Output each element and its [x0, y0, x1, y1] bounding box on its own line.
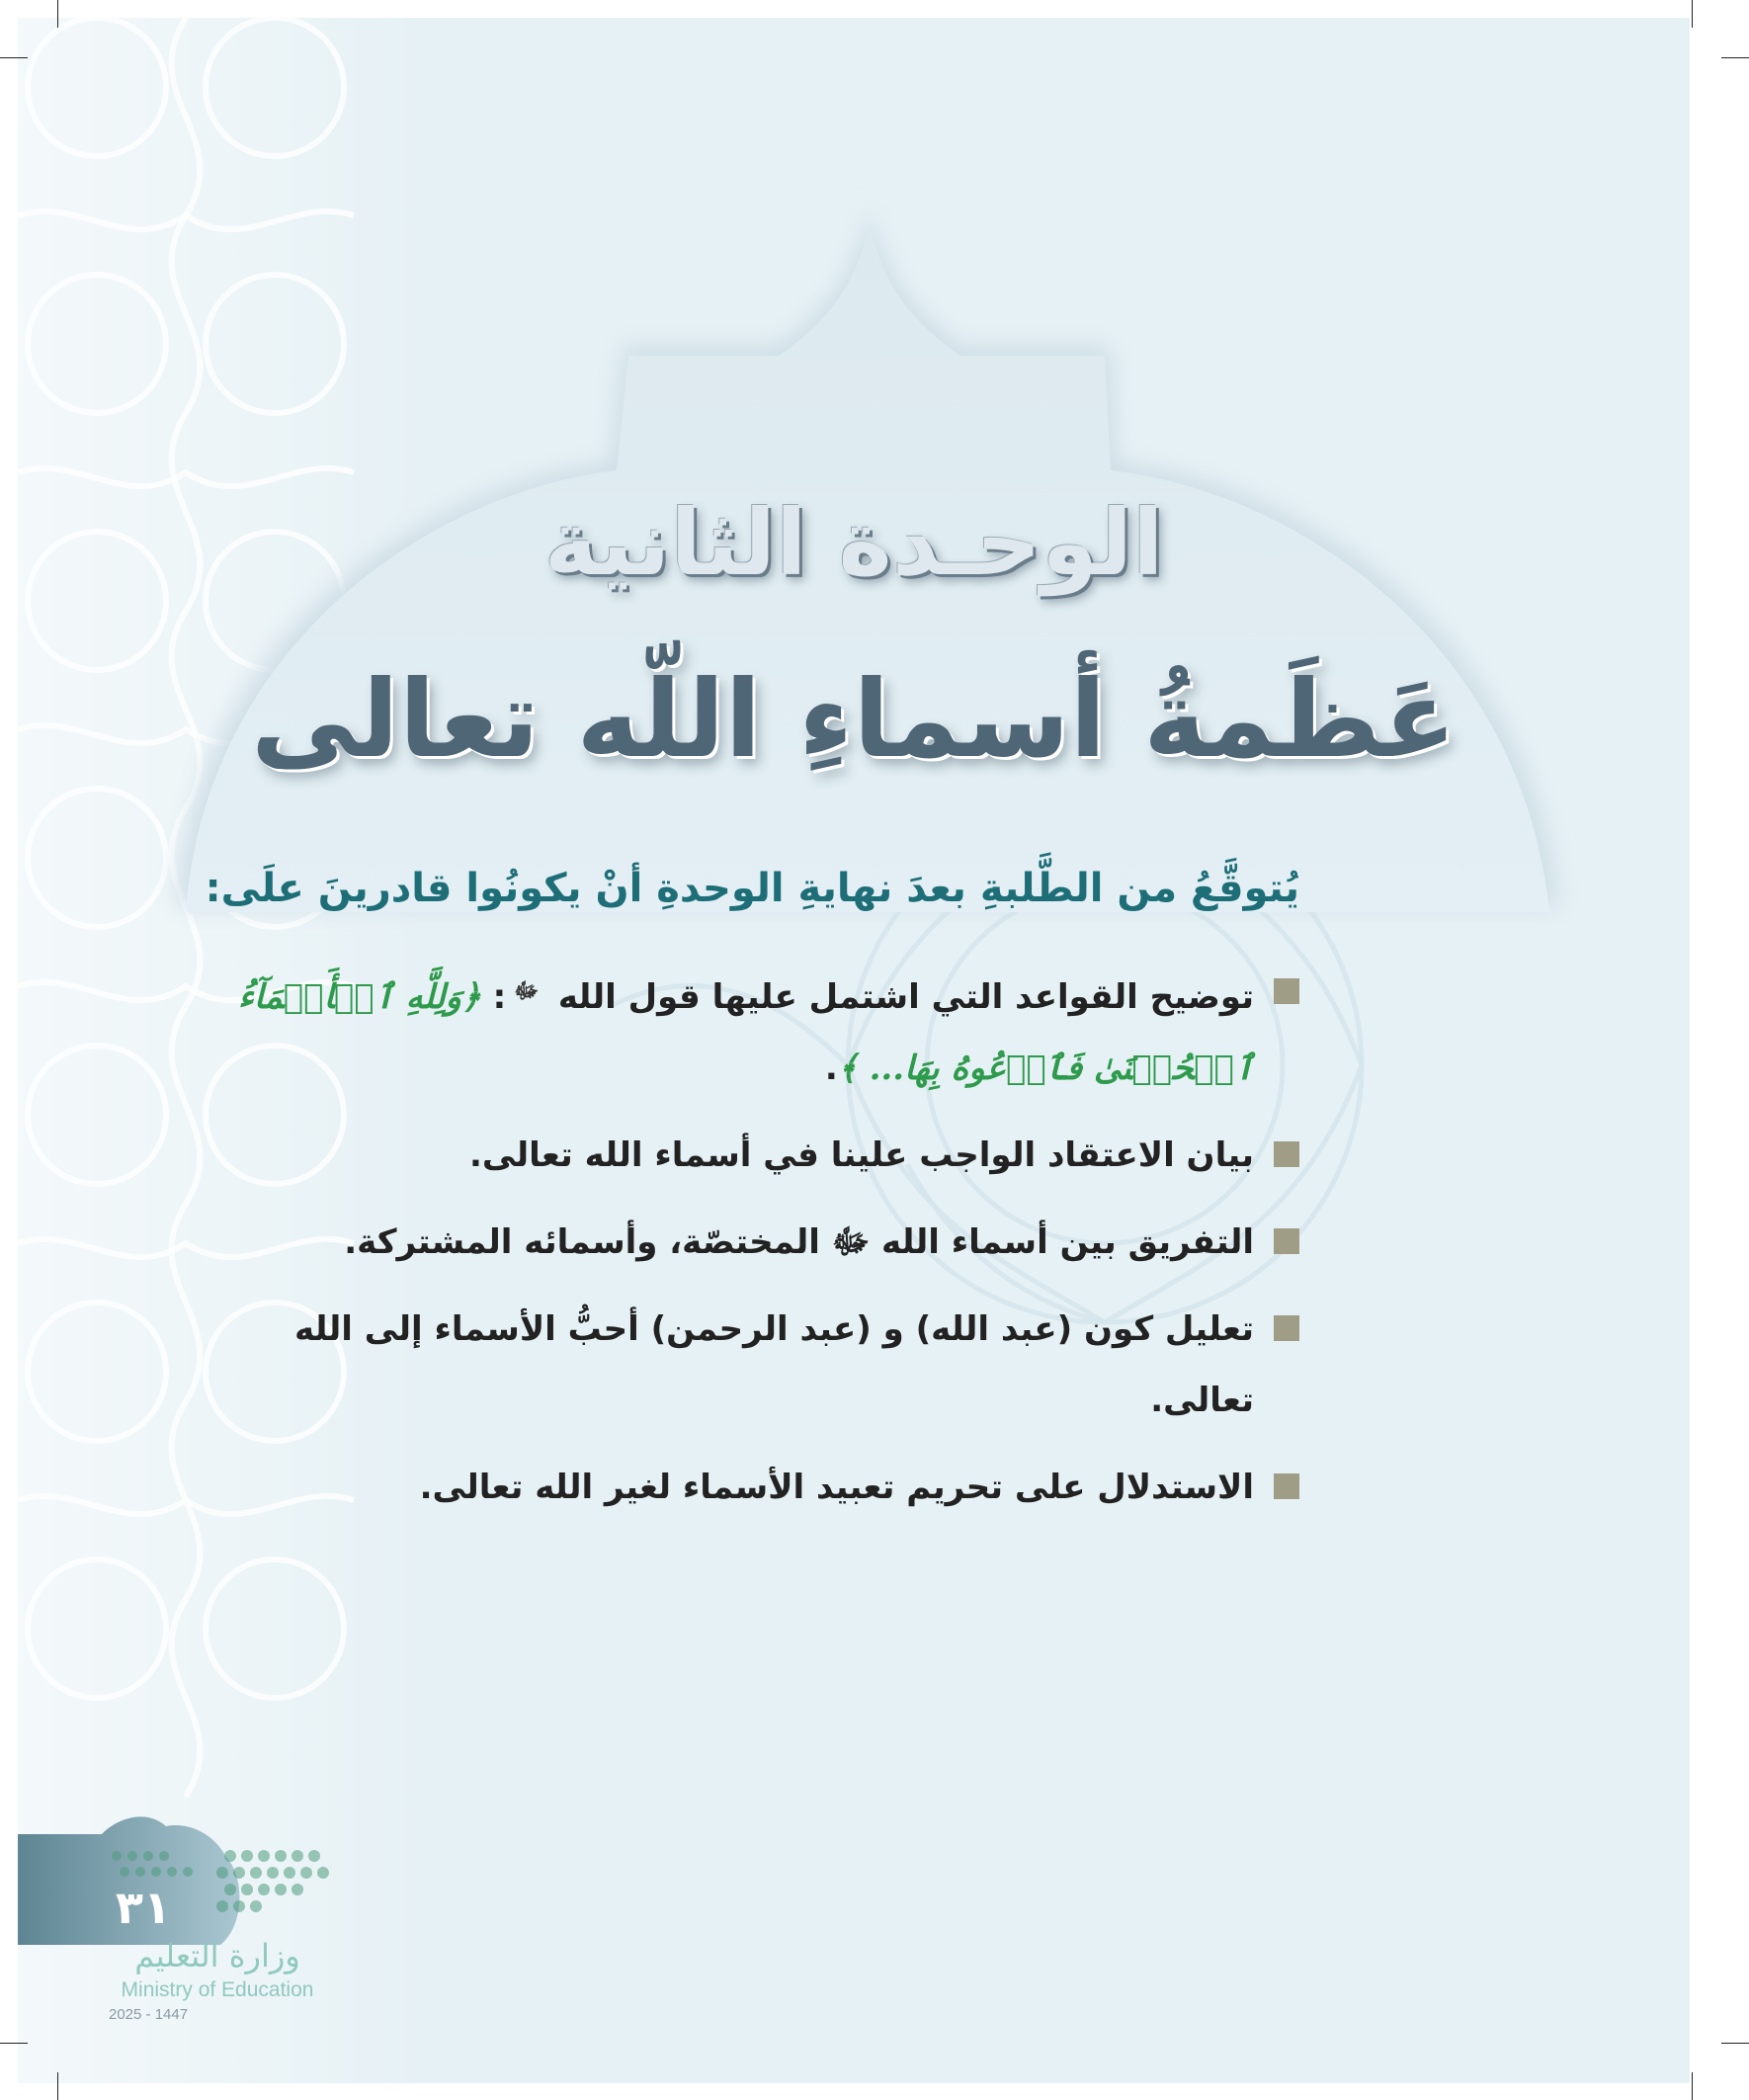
textbook-page: [18, 18, 1690, 2083]
objective-colon: :: [492, 977, 507, 1017]
crop-mark: [1721, 57, 1749, 58]
unit-title: عَظَمةُ أسماءِ اللّه تعالى: [250, 658, 1458, 782]
objective-text: توضيح القواعد التي اشتمل عليها قول الله: [557, 977, 1254, 1017]
ministry-logo-arabic: وزارة التعليم: [134, 1937, 300, 1974]
unit-label: الوحـدة الثانية: [543, 490, 1164, 596]
learning-outcomes-intro: يُتوقَّعُ من الطَّلبةِ بعدَ نهايةِ الوحدةِ أنْ يكونُوا قادرينَ علَى:: [205, 866, 1299, 911]
objective-text: الاستدلال على تحريم تعبيد الأسماء لغير الله تعالى.: [419, 1468, 1254, 1507]
objective-end: .: [824, 1049, 838, 1088]
ministry-logo-english: Ministry of Education: [121, 1978, 314, 2001]
page-number-badge: [18, 18, 1690, 2083]
page-number: ٣١: [115, 1881, 172, 1934]
crop-mark: [1721, 2043, 1749, 2044]
objective-text: بيان الاعتقاد الواجب علينا في أسماء الله تعالى.: [469, 1135, 1254, 1175]
quran-verse: ﴿وَلِلَّهِ ٱلۡأَسۡمَآءُ ٱلۡحُسۡنَىٰ فَٱدۡعُوهُ بِهَا... ﴾: [237, 977, 1254, 1088]
crop-mark: [1692, 0, 1693, 28]
crop-mark: [1692, 2072, 1693, 2100]
crop-mark: [57, 2072, 58, 2100]
honorific: ﷻ: [514, 979, 540, 1004]
objective-text: التفريق بين أسماء الله ﷻ المختصّة، وأسمائه المشتركة.: [344, 1222, 1254, 1262]
crop-mark: [0, 2043, 28, 2044]
crop-mark: [57, 0, 58, 28]
edition-year: 2025 - 1447: [109, 2006, 189, 2023]
crop-mark: [0, 57, 28, 58]
objective-text: تعليل كون (عبد الله) و (عبد الرحمن) أحبُّ الأسماء إلى الله تعالى.: [294, 1309, 1254, 1420]
